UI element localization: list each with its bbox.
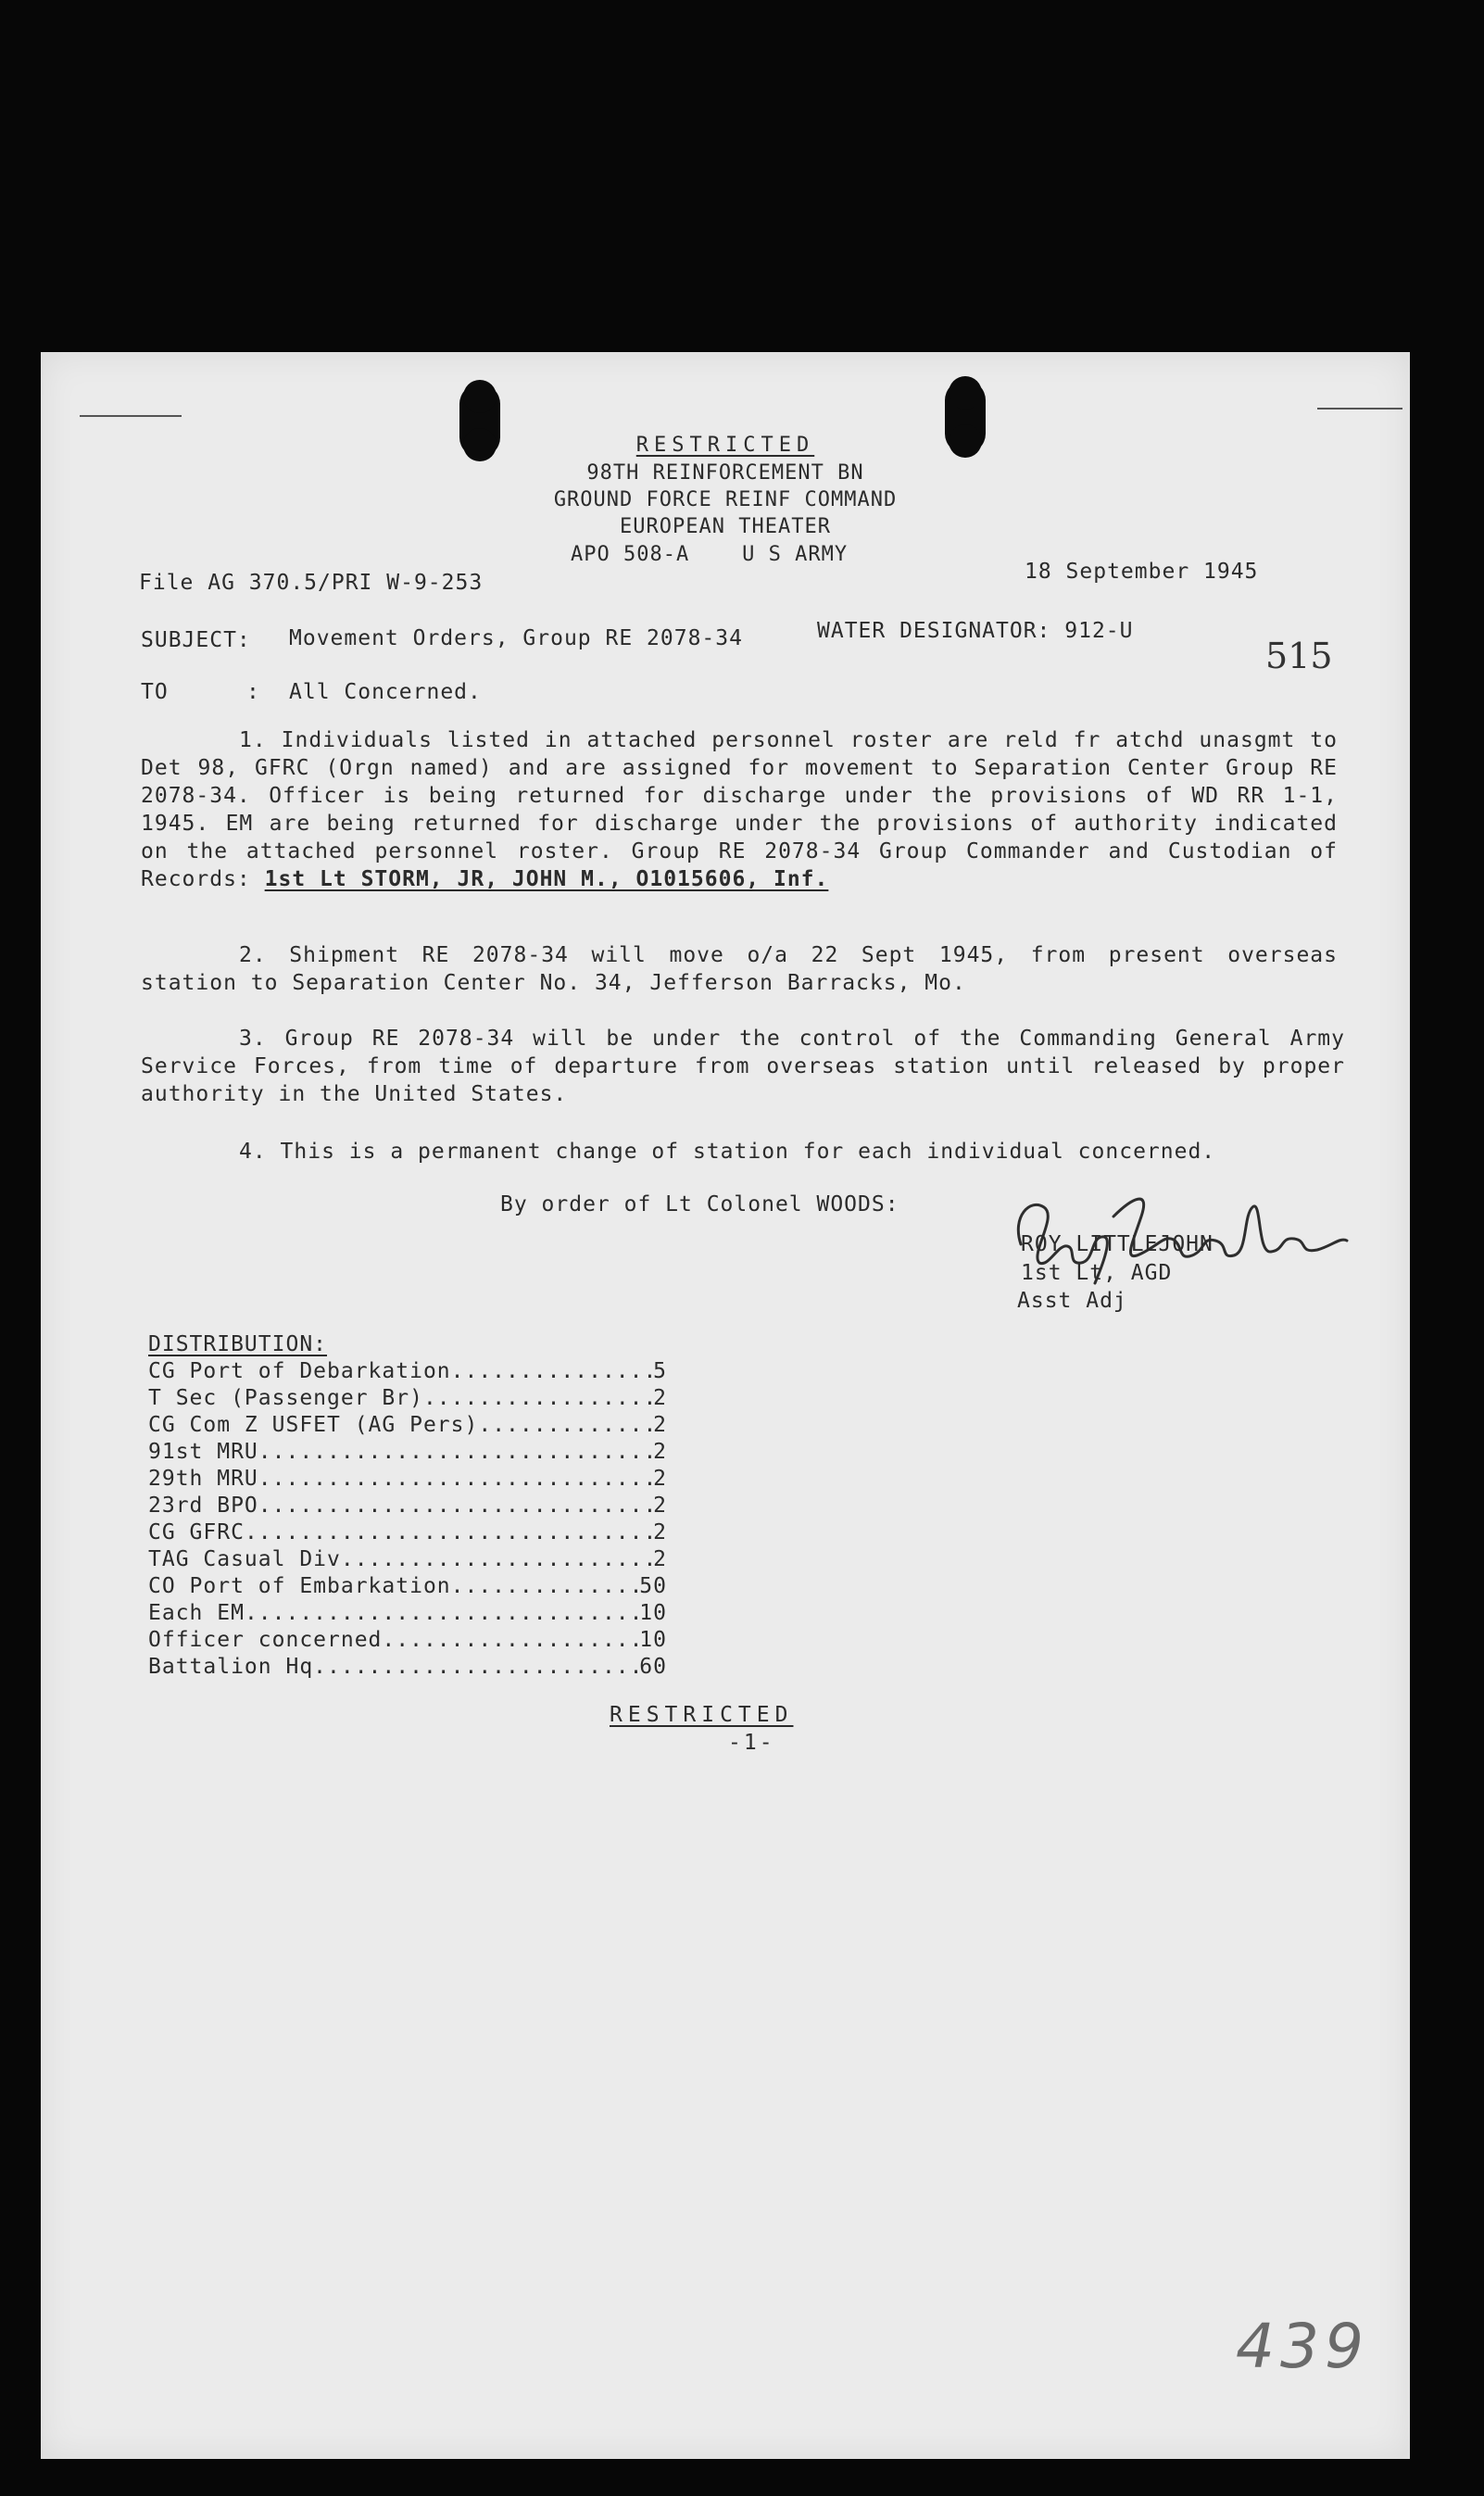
edge-mark-right: [1317, 408, 1402, 410]
footer-classification: RESTRICTED: [610, 1703, 794, 1727]
distribution-row: 23rd BPO ..... 2: [148, 1495, 667, 1517]
distribution-row: CG Port of Debarkation ..... 5: [148, 1361, 667, 1382]
header-apo: APO 508-A U S ARMY: [571, 543, 849, 566]
footer-page-number: -1-: [728, 1731, 775, 1755]
order-line: By order of Lt Colonel WOODS:: [500, 1192, 899, 1216]
document-page: [41, 352, 1410, 2459]
paragraph-3: 3. Group RE 2078-34 will be under the control of the Commanding General Army Service Forces, from time of departure from overseas station until released by proper authority in the United States.: [141, 1027, 1345, 1106]
header-command: GROUND FORCE REINF COMMAND: [553, 488, 898, 511]
water-designator: WATER DESIGNATOR: 912-U: [817, 619, 1134, 643]
distribution-row: Officer concerned ..... 10: [148, 1630, 667, 1651]
edge-mark-left: [80, 415, 182, 417]
to-label: TO: [141, 680, 169, 704]
header-classification: RESTRICTED: [635, 434, 815, 457]
archive-page-number: 439: [1236, 2311, 1369, 2382]
stamp-number: 515: [1265, 636, 1333, 676]
distribution-row: Each EM ..... 10: [148, 1603, 667, 1624]
distribution-row: CG Com Z USFET (AG Pers) ..... 2: [148, 1415, 667, 1436]
header-unit: 98TH REINFORCEMENT BN: [586, 461, 864, 485]
distribution-row: TAG Casual Div ..... 2: [148, 1549, 667, 1570]
to-text: All Concerned.: [289, 680, 482, 704]
signatory-name: ROY LITTLEJOHN: [1021, 1232, 1214, 1256]
to-separator: :: [246, 680, 260, 704]
distribution-row: Battalion Hq ..... 60: [148, 1657, 667, 1678]
subject-label: SUBJECT:: [141, 628, 251, 652]
group-commander-name: 1st Lt STORM, JR, JOHN M., O1015606, Inf.: [264, 867, 829, 891]
header-theater: EUROPEAN THEATER: [620, 515, 831, 538]
signatory-rank: 1st Lt, AGD: [1021, 1261, 1173, 1285]
distribution-row: CG GFRC ..... 2: [148, 1522, 667, 1544]
distribution-row: CO Port of Embarkation ..... 50: [148, 1576, 667, 1597]
document-date: 18 September 1945: [1025, 560, 1259, 584]
subject-text: Movement Orders, Group RE 2078-34: [289, 626, 743, 650]
signatory-title: Asst Adj: [1017, 1289, 1127, 1313]
distribution-row: 91st MRU ..... 2: [148, 1442, 667, 1463]
paragraph-4: 4. This is a permanent change of station for each individual concerned.: [239, 1140, 1216, 1164]
distribution-heading: DISTRIBUTION:: [148, 1332, 328, 1356]
distribution-row: T Sec (Passenger Br) ..... 2: [148, 1388, 667, 1409]
paragraph-1-text: 1. Individuals listed in attached personnel roster are reld fr atchd unasgmt to Det 98, GFRC (Orgn named) and are assigned for movement to Separation Center Group RE 2078-34. Officer is being returned for discharge under the provisions of WD RR 1-1, 1945. EM are being returned for discharge under the provisions of authority indicated on the attached personnel roster. Group RE 2078-34 Group Commander and Custodian of Records:: [141, 728, 1338, 891]
file-reference: File AG 370.5/PRI W-9-253: [139, 571, 484, 595]
distribution-row: 29th MRU ..... 2: [148, 1469, 667, 1490]
paragraph-2: 2. Shipment RE 2078-34 will move o/a 22 Sept 1945, from present overseas station to Separation Center No. 34, Jefferson Barracks, Mo.: [141, 943, 1338, 995]
paragraph-1: [141, 726, 1338, 893]
